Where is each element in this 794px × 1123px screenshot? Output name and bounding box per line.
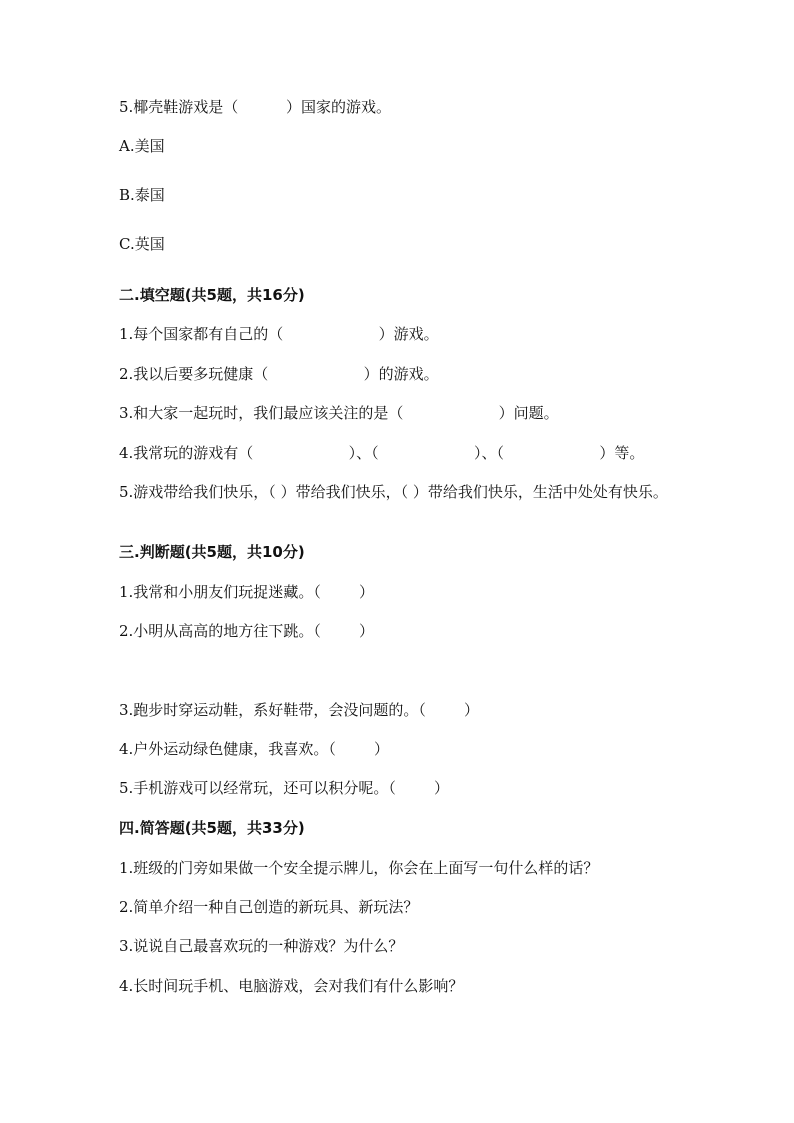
fill-item-5: 5.游戏带给我们快乐，（ ）带给我们快乐，（ ）带给我们快乐，生活中处处有快乐。 [119, 483, 668, 501]
short-item-3: 3.说说自己最喜欢玩的一种游戏？为什么？ [119, 937, 404, 955]
judge-section-heading: 三.判断题(共5题，共10分) [119, 543, 305, 561]
fill-item-4: 4.我常玩的游戏有（ ）、（ ）、（ ）等。 [119, 444, 645, 462]
fill-item-3: 3.和大家一起玩时，我们最应该关注的是（ ）问题。 [119, 404, 559, 422]
judge-item-4: 4.户外运动绿色健康，我喜欢。（ ） [119, 740, 389, 758]
judge-item-2: 2.小明从高高的地方往下跳。（ ） [119, 622, 374, 640]
choice-option-b: B.泰国 [119, 186, 165, 204]
fill-section-heading: 二.填空题(共5题，共16分) [119, 286, 305, 304]
fill-item-1: 1.每个国家都有自己的（ ）游戏。 [119, 325, 439, 343]
judge-item-1: 1.我常和小朋友们玩捉迷藏。（ ） [119, 583, 374, 601]
short-item-2: 2.简单介绍一种自己创造的新玩具、新玩法？ [119, 898, 419, 916]
choice-question-5: 5.椰壳鞋游戏是（ ）国家的游戏。 [119, 98, 391, 116]
judge-item-3: 3.跑步时穿运动鞋，系好鞋带，会没问题的。（ ） [119, 701, 479, 719]
fill-item-2: 2.我以后要多玩健康（ ）的游戏。 [119, 365, 439, 383]
short-item-1: 1.班级的门旁如果做一个安全提示牌儿，你会在上面写一句什么样的话？ [119, 859, 599, 877]
choice-option-c: C.英国 [119, 235, 165, 253]
choice-option-a: A.美国 [119, 137, 165, 155]
short-item-4: 4.长时间玩手机、电脑游戏，会对我们有什么影响？ [119, 977, 464, 995]
short-section-heading: 四.简答题(共5题，共33分) [119, 819, 305, 837]
judge-item-5: 5.手机游戏可以经常玩，还可以积分呢。（ ） [119, 779, 449, 797]
